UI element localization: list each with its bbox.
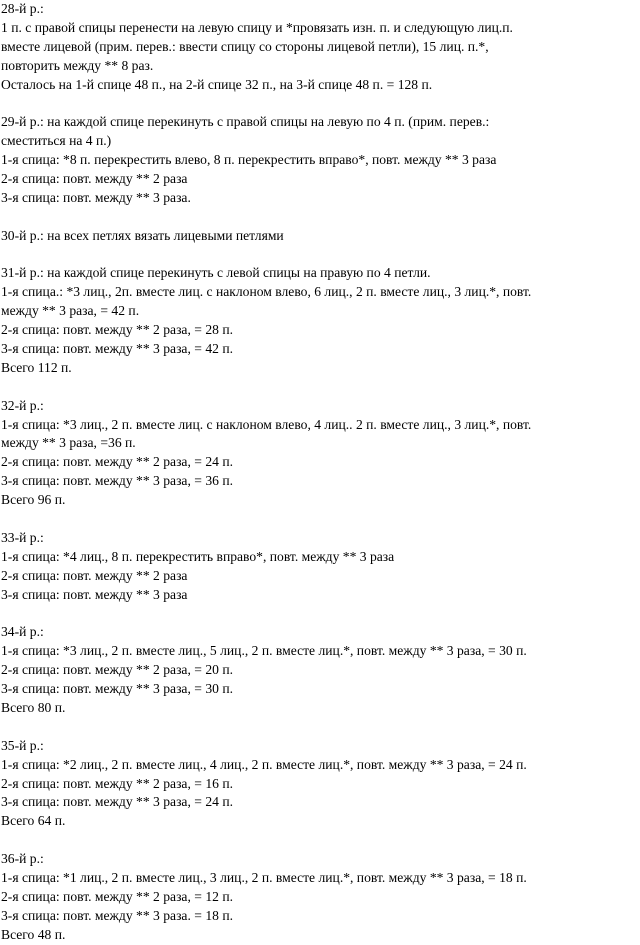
section-row-28 xyxy=(1,0,639,94)
row-heading: 32-й р.: xyxy=(1,397,44,413)
needle-1-line: 1-я спица: *8 п. перекрестить влево, 8 п. перекрестить вправо*, повт. между ** 3 раза xyxy=(1,152,497,168)
section-row-36 xyxy=(1,850,639,944)
needle-2-line: 2-я спица: повт. между ** 2 раза, = 16 п. xyxy=(1,775,233,791)
needle-2-line: 2-я спица: повт. между ** 2 раза, = 24 п. xyxy=(1,454,233,470)
blank-line xyxy=(1,718,639,737)
section-row-32 xyxy=(1,397,639,510)
needle-1-line: 1-я спица: *2 лиц., 2 п. вместе лиц., 4 лиц., 2 п. вместе лиц.*, повт. между ** 3 раза, = 24 п. xyxy=(1,756,527,772)
needle-3-line: 3-я спица: повт. между ** 3 раза. = 18 п. xyxy=(1,907,233,923)
blank-line xyxy=(1,510,639,529)
row-heading: 36-й р.: xyxy=(1,851,44,867)
needle-1-line: 1-я спица: *3 лиц., 2 п. вместе лиц., 5 лиц., 2 п. вместе лиц.*, повт. между ** 3 раза, = 30 п. xyxy=(1,643,527,659)
needle-3-line: 3-я спица: повт. между ** 3 раза, = 30 п. xyxy=(1,681,233,697)
blank-line xyxy=(1,208,639,227)
blank-line xyxy=(1,94,639,113)
stitch-total-line: Всего 80 п. xyxy=(1,699,66,715)
needle-2-line: 2-я спица: повт. между ** 2 раза, = 12 п. xyxy=(1,888,233,904)
needle-1-line: 1-я спица: *3 лиц., 2 п. вместе лиц. с наклоном влево, 4 лиц.. 2 п. вместе лиц., 3 лиц.*, повт. xyxy=(1,416,532,432)
needle-2-line: 2-я спица: повт. между ** 2 раза xyxy=(1,171,188,187)
needle-2-line: 2-я спица: повт. между ** 2 раза xyxy=(1,567,188,583)
stitch-total-line: Всего 48 п. xyxy=(1,926,66,942)
row-heading: 35-й р.: xyxy=(1,737,44,753)
text-line: между ** 3 раза, = 42 п. xyxy=(1,303,140,319)
blank-line xyxy=(1,378,639,397)
section-row-34 xyxy=(1,623,639,717)
needle-1-line: 1-я спица.: *3 лиц., 2п. вместе лиц. с наклоном влево, 6 лиц., 2 п. вместе лиц., 3 лиц.*, повт. xyxy=(1,284,532,300)
row-heading: 33-й р.: xyxy=(1,529,44,545)
section-row-35 xyxy=(1,737,639,831)
needle-3-line: 3-я спица: повт. между ** 3 раза, = 36 п. xyxy=(1,473,233,489)
section-row-33 xyxy=(1,529,639,605)
blank-line xyxy=(1,246,639,265)
blank-line xyxy=(1,605,639,624)
needle-3-line: 3-я спица: повт. между ** 3 раза, = 42 п. xyxy=(1,341,233,357)
text-line: сместиться на 4 п.) xyxy=(1,133,112,149)
row-heading: 28-й р.: xyxy=(1,1,44,16)
row-heading: 34-й р.: xyxy=(1,624,44,640)
stitch-total-line: Всего 96 п. xyxy=(1,492,66,508)
section-row-31 xyxy=(1,264,639,377)
stitch-total-line: Всего 64 п. xyxy=(1,813,66,829)
needle-3-line: 3-я спица: повт. между ** 3 раза, = 24 п. xyxy=(1,794,233,810)
section-row-29 xyxy=(1,113,639,207)
needle-3-line: 3-я спица: повт. между ** 3 раза. xyxy=(1,189,191,205)
needle-2-line: 2-я спица: повт. между ** 2 раза, = 28 п. xyxy=(1,322,233,338)
stitch-total-line: Осталось на 1-й спице 48 п., на 2-й спице 32 п., на 3-й спице 48 п. = 128 п. xyxy=(1,76,433,92)
section-row-30 xyxy=(1,227,639,246)
needle-2-line: 2-я спица: повт. между ** 2 раза, = 20 п. xyxy=(1,662,233,678)
text-line: между ** 3 раза, =36 п. xyxy=(1,435,136,451)
document-body xyxy=(1,0,639,945)
needle-1-line: 1-я спица: *4 лиц., 8 п. перекрестить вправо*, повт. между ** 3 раза xyxy=(1,548,395,564)
text-line: вместе лицевой (прим. перев.: ввести спицу со стороны лицевой петли), 15 лиц. п.*, xyxy=(1,38,489,54)
needle-1-line: 1-я спица: *1 лиц., 2 п. вместе лиц., 3 лиц., 2 п. вместе лиц.*, повт. между ** 3 раза, = 18 п. xyxy=(1,869,527,885)
row-heading: 30-й р.: на всех петлях вязать лицевыми петлями xyxy=(1,227,284,243)
text-line: 1 п. с правой спицы перенести на левую спицу и *провязать изн. п. и следующую лиц.п. xyxy=(1,19,513,35)
text-line: повторить между ** 8 раз. xyxy=(1,57,154,73)
row-heading: 31-й р.: на каждой спице перекинуть с левой спицы на правую по 4 петли. xyxy=(1,265,431,281)
blank-line xyxy=(1,831,639,850)
row-heading: 29-й р.: на каждой спице перекинуть с правой спицы на левую по 4 п. (прим. перев.: xyxy=(1,114,490,130)
stitch-total-line: Всего 112 п. xyxy=(1,359,72,375)
needle-3-line: 3-я спица: повт. между ** 3 раза xyxy=(1,586,188,602)
